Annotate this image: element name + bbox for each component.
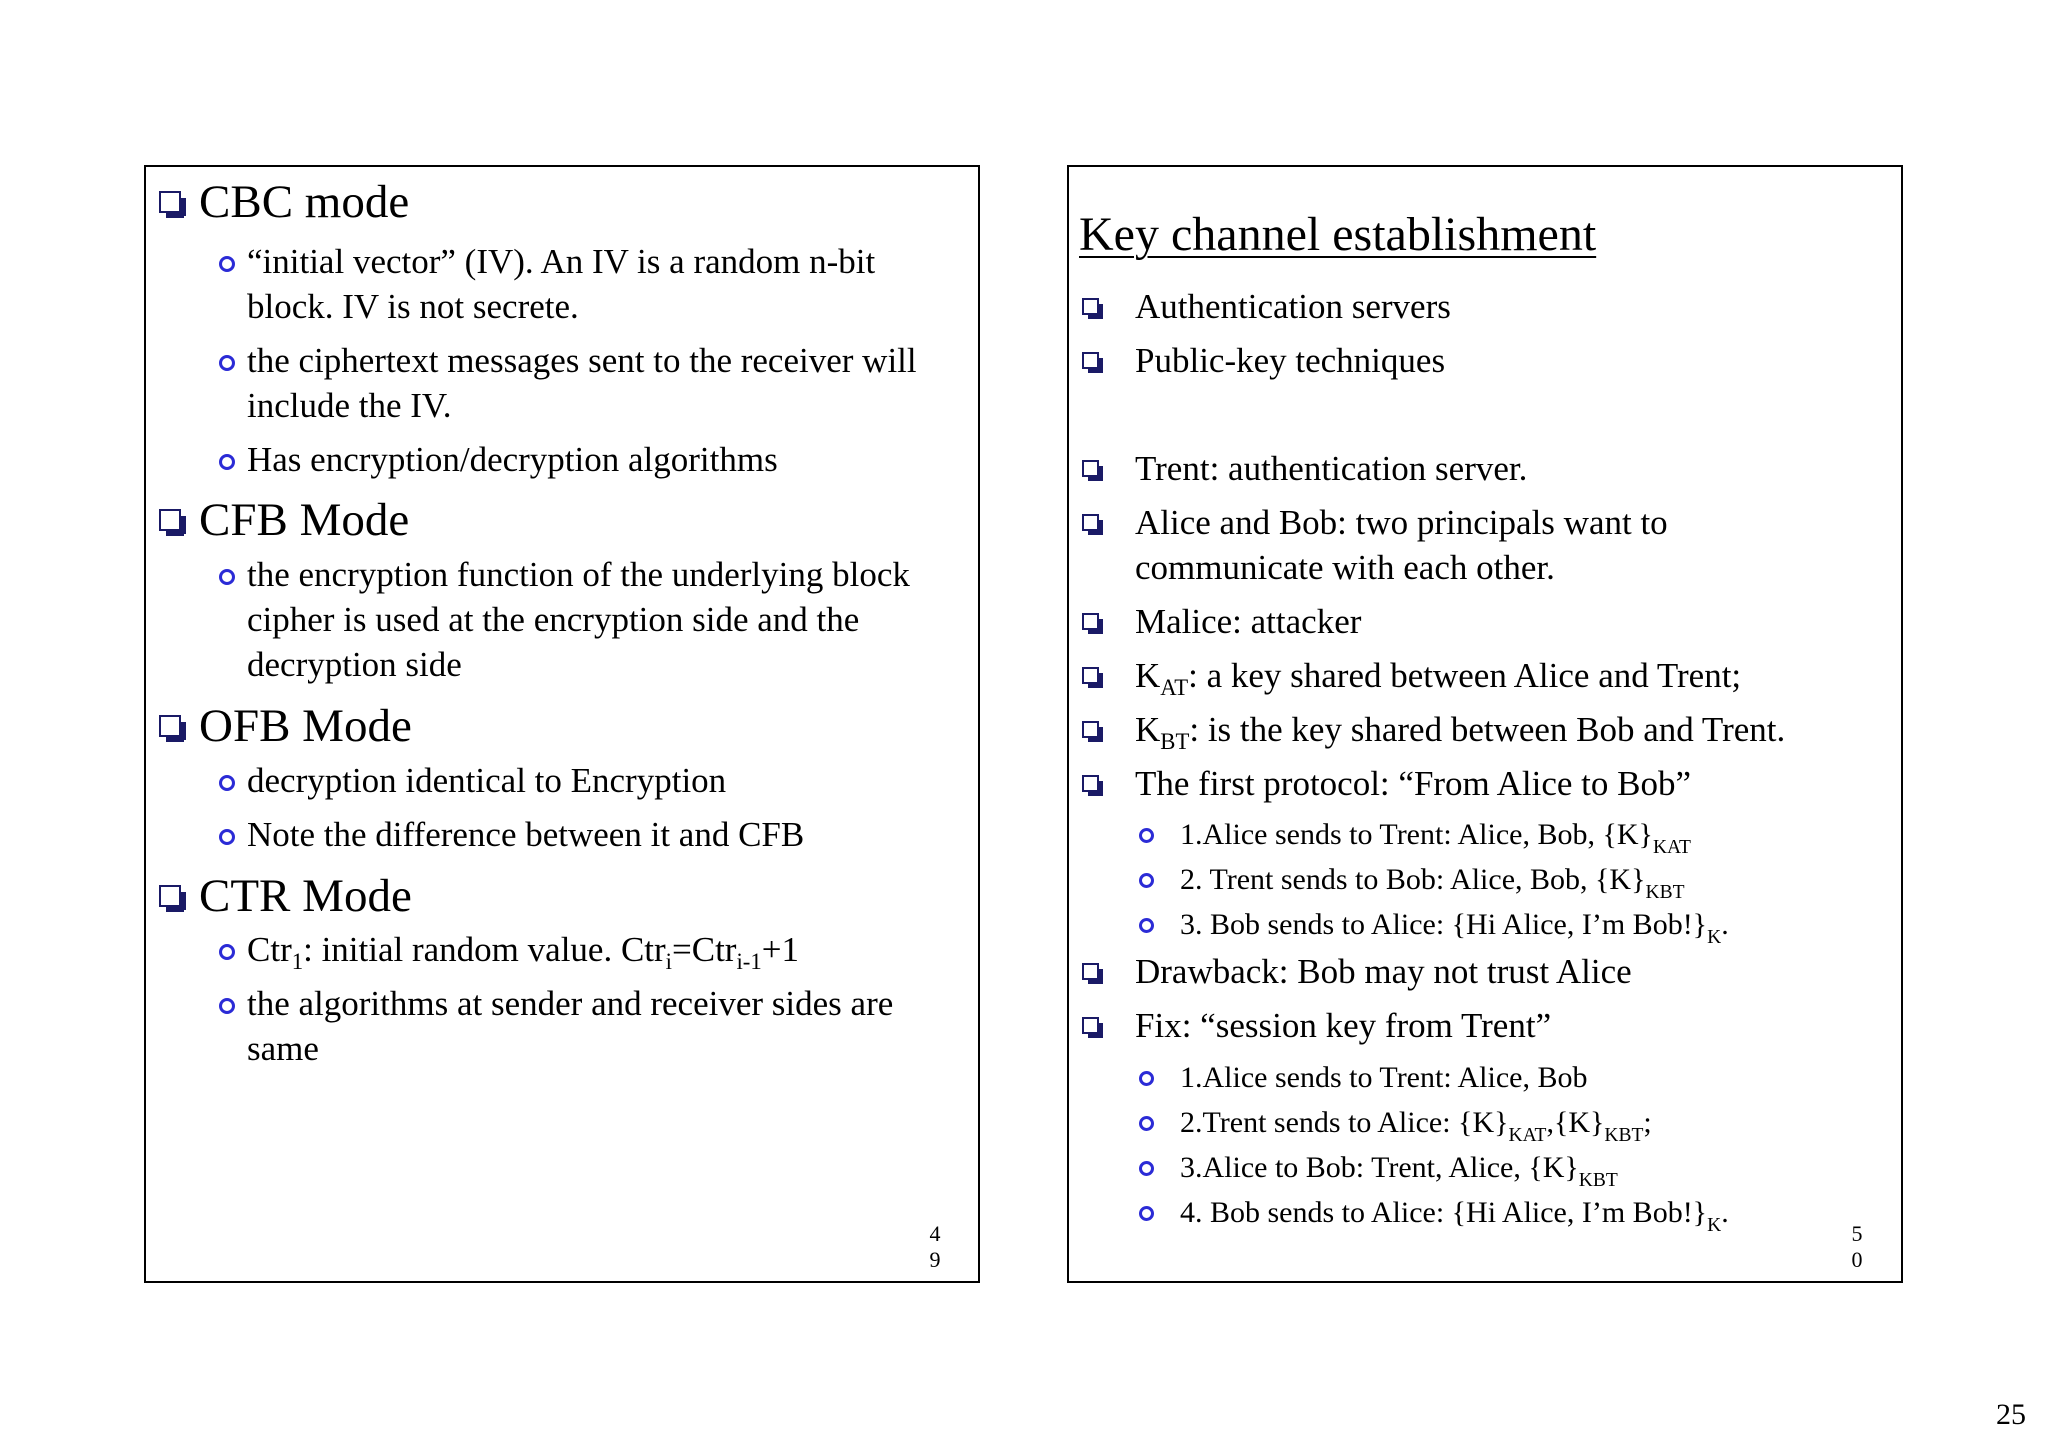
ctr-point-algorithms: the algorithms at sender and receiver sides are same	[247, 981, 893, 1071]
item-kbt: $K_{BT}$: is the key shared between Bob and Trent.	[1135, 707, 1785, 752]
item-authentication-servers: Authentication servers	[1135, 284, 1451, 329]
circle-bullet-icon	[219, 944, 235, 960]
heading-ctr-mode: CTR Mode	[199, 869, 412, 923]
circle-bullet-icon	[219, 256, 235, 272]
slide-title: Key channel establishment	[1079, 208, 1597, 261]
protocol1-step3: 3. Bob sends to Alice: {Hi Alice, I’m $Bob!\}_K$.	[1180, 902, 1729, 947]
square-bullet-icon	[1082, 460, 1099, 477]
square-bullet-icon	[1082, 613, 1099, 630]
item-drawback: Drawback: Bob may not trust Alice	[1135, 949, 1632, 994]
slide-50	[1067, 165, 1903, 1283]
square-bullet-icon	[159, 885, 181, 907]
cbc-point-algorithms: Has encryption/decryption algorithms	[247, 437, 778, 482]
circle-bullet-icon	[1139, 1161, 1154, 1176]
item-malice: Malice: attacker	[1135, 599, 1361, 644]
square-bullet-icon	[159, 715, 181, 737]
page-number: 25	[1996, 1398, 2026, 1431]
item-first-protocol: The first protocol: “From Alice to Bob”	[1135, 761, 1691, 806]
protocol1-step1: 1.Alice sends to Trent: Alice, Bob, $\{K\}_{KAT}$	[1180, 812, 1691, 857]
protocol2-step2: 2.Trent sends to Alice: $\{K\}_{KAT},\{K\}_{KBT}$;	[1180, 1100, 1652, 1145]
circle-bullet-icon	[1139, 1116, 1154, 1131]
circle-bullet-icon	[219, 454, 235, 470]
cbc-point-iv: “initial vector” (IV). An IV is a random n-bit block. IV is not secrete.	[247, 239, 875, 329]
protocol2-step3: 3.Alice to Bob: Trent, Alice, $\{K\}_{KBT}$	[1180, 1145, 1618, 1190]
heading-ofb-mode: OFB Mode	[199, 699, 412, 753]
circle-bullet-icon	[1139, 1206, 1154, 1221]
circle-bullet-icon	[219, 775, 235, 791]
item-fix: Fix: “session key from Trent”	[1135, 1003, 1551, 1048]
square-bullet-icon	[1082, 1017, 1099, 1034]
square-bullet-icon	[159, 191, 181, 213]
square-bullet-icon	[1082, 514, 1099, 531]
item-alice-bob: Alice and Bob: two principals want to communicate with each other.	[1135, 500, 1668, 590]
ofb-point-decryption: decryption identical to Encryption	[247, 758, 726, 803]
protocol2-step1: 1.Alice sends to Trent: Alice, Bob	[1180, 1055, 1588, 1100]
circle-bullet-icon	[219, 569, 235, 585]
item-kat: $K_{AT}$: a key shared between Alice and Trent;	[1135, 653, 1741, 698]
square-bullet-icon	[1082, 775, 1099, 792]
protocol2-step4: 4. Bob sends to Alice: {Hi Alice, I’m $Bob!\}_K$.	[1180, 1190, 1729, 1235]
circle-bullet-icon	[219, 829, 235, 845]
slide-page-number: 4 9	[929, 1221, 941, 1272]
square-bullet-icon	[1082, 963, 1099, 980]
square-bullet-icon	[1082, 721, 1099, 738]
ctr-point-counter: Ctr$_1$: initial random value. Ctr$_i$=Ctr$_{i-1}$+1	[247, 927, 799, 972]
square-bullet-icon	[1082, 667, 1099, 684]
item-public-key: Public-key techniques	[1135, 338, 1445, 383]
heading-cbc-mode: CBC mode	[199, 175, 409, 229]
heading-cfb-mode: CFB Mode	[199, 493, 409, 547]
square-bullet-icon	[1082, 298, 1099, 315]
slide-page-number: 5 0	[1851, 1221, 1863, 1272]
cbc-point-ciphertext: the ciphertext messages sent to the receiver will include the IV.	[247, 338, 917, 428]
ofb-point-difference: Note the difference between it and CFB	[247, 812, 804, 857]
protocol1-step2: 2. Trent sends to Bob: Alice, Bob, $\{K\}_{KBT}$	[1180, 857, 1685, 902]
circle-bullet-icon	[219, 998, 235, 1014]
circle-bullet-icon	[1139, 918, 1154, 933]
circle-bullet-icon	[1139, 1071, 1154, 1086]
circle-bullet-icon	[219, 355, 235, 371]
item-trent: Trent: authentication server.	[1135, 446, 1527, 491]
square-bullet-icon	[1082, 352, 1099, 369]
circle-bullet-icon	[1139, 873, 1154, 888]
slide-49	[144, 165, 980, 1283]
square-bullet-icon	[159, 509, 181, 531]
circle-bullet-icon	[1139, 828, 1154, 843]
cfb-point-encryption-function: the encryption function of the underlying block cipher is used at the encryption side and the decryption side	[247, 552, 910, 687]
